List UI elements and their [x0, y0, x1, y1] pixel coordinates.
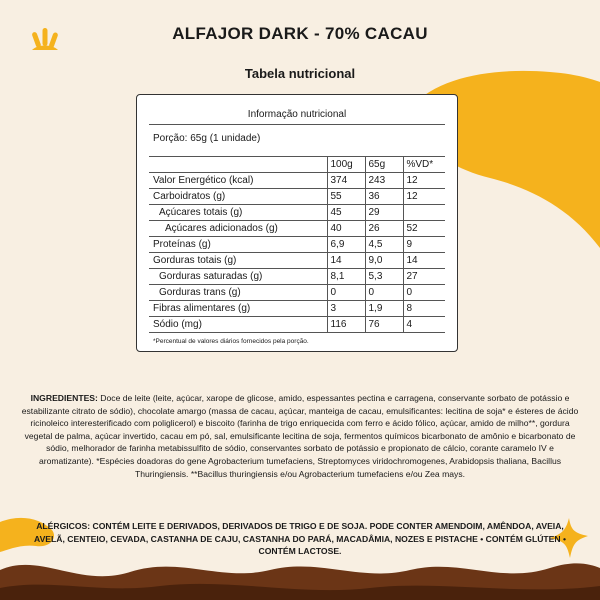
ingredients-paragraph — [20, 392, 580, 480]
value-100g: 14 — [327, 253, 365, 269]
table-row — [149, 221, 445, 237]
value-100g: 116 — [327, 317, 365, 333]
nutrition-box-header: Informação nutricional — [149, 95, 445, 125]
nutrition-facts-box — [136, 94, 458, 352]
value-vd: 9 — [403, 237, 445, 253]
value-65g: 4,5 — [365, 237, 403, 253]
table-row — [149, 317, 445, 333]
nutrient-name: Fibras alimentares (g) — [149, 301, 327, 317]
table-header-row — [149, 157, 445, 173]
value-100g: 55 — [327, 189, 365, 205]
value-100g: 374 — [327, 173, 365, 189]
value-65g: 243 — [365, 173, 403, 189]
nutrient-column-header — [149, 157, 327, 173]
section-subtitle: Tabela nutricional — [244, 66, 356, 81]
ingredients-label: INGREDIENTES: — [30, 393, 98, 403]
value-65g: 36 — [365, 189, 403, 205]
value-65g: 0 — [365, 285, 403, 301]
column-header-vd: %VD* — [403, 157, 445, 173]
value-65g: 29 — [365, 205, 403, 221]
portion-size: Porção: 65g (1 unidade) — [149, 125, 445, 157]
page-title: ALFAJOR DARK - 70% CACAU — [172, 24, 428, 43]
value-vd: 27 — [403, 269, 445, 285]
table-row — [149, 205, 445, 221]
nutrient-name: Carboidratos (g) — [149, 189, 327, 205]
value-65g: 1,9 — [365, 301, 403, 317]
nutrient-name: Gorduras saturadas (g) — [149, 269, 327, 285]
value-65g: 76 — [365, 317, 403, 333]
allergens-paragraph: ALÉRGICOS: CONTÉM LEITE E DERIVADOS, DERIVADOS DE TRIGO E DE SOJA. PODE CONTER AMENDOIM, AMÊNDOA, AVEIA, AVELÃ, CENTEIO, CEVADA, CASTANHA DE CAJU, CASTANHA DO PARÁ, MACADÂMIA, NOZES E PISTACHE • CONTÉM GLÚTEN • CONTÉM LACTOSE. — [34, 521, 566, 557]
nutrient-name: Valor Energético (kcal) — [149, 173, 327, 189]
table-row — [149, 269, 445, 285]
table-row — [149, 285, 445, 301]
value-vd: 8 — [403, 301, 445, 317]
value-vd: 14 — [403, 253, 445, 269]
nutrient-name: Açúcares adicionados (g) — [149, 221, 327, 237]
table-row — [149, 253, 445, 269]
ingredients-text: Doce de leite (leite, açúcar, xarope de glicose, amido, espessantes pectina e carragena, conservante sorbato de potássio e estabilizante citrato de sódio), chocolate amargo (massa de cacau, açúcar, manteiga de cacau, emulsificantes: lecitina de soja* e ésteres de ácido ricinoleico interesterificado com poliglicerol) e biscoito (farinha de trigo enriquecida com ferro e ácido fólico, açúcar, amido de milho**, gordura vegetal de palma, açúcar invertido, cacau em pó, sal, emulsificante lecitina de soja, fermentos químicos bicarbonato de amônio e bicarbonato de sódio, melhorador de farinha metabissulfito de sódio, conservantes sorbato de potássio e propionato de cálcio, corante caramelo IV e aromatizante). *Espécies doadoras do gene Agrobacterium tumefaciens, Streptomyces viridochromogenes, Arabidopsis thaliana, Bacillus Thuringiensis. **Bacillus thuringiensis e/ou Agrobacterium tumefaciens e/ou Zea mays. — [21, 393, 579, 479]
table-row — [149, 173, 445, 189]
table-row — [149, 301, 445, 317]
table-row — [149, 237, 445, 253]
value-vd — [403, 205, 445, 221]
value-65g: 26 — [365, 221, 403, 237]
nutrient-name: Proteínas (g) — [149, 237, 327, 253]
footnote: *Percentual de valores diários fornecidos pela porção. — [153, 338, 309, 345]
nutrient-name: Sódio (mg) — [149, 317, 327, 333]
value-65g: 9,0 — [365, 253, 403, 269]
nutrient-name: Açúcares totais (g) — [149, 205, 327, 221]
nutrition-table-body — [149, 173, 445, 333]
value-100g: 6,9 — [327, 237, 365, 253]
value-vd: 12 — [403, 173, 445, 189]
value-vd: 0 — [403, 285, 445, 301]
nutrient-name: Gorduras trans (g) — [149, 285, 327, 301]
table-row — [149, 189, 445, 205]
value-100g: 8,1 — [327, 269, 365, 285]
value-65g: 5,3 — [365, 269, 403, 285]
nutrition-table — [149, 157, 445, 333]
value-100g: 0 — [327, 285, 365, 301]
column-header-100g: 100g — [327, 157, 365, 173]
value-100g: 3 — [327, 301, 365, 317]
value-vd: 4 — [403, 317, 445, 333]
column-header-65g: 65g — [365, 157, 403, 173]
value-vd: 12 — [403, 189, 445, 205]
nutrient-name: Gorduras totais (g) — [149, 253, 327, 269]
value-100g: 45 — [327, 205, 365, 221]
value-100g: 40 — [327, 221, 365, 237]
value-vd: 52 — [403, 221, 445, 237]
